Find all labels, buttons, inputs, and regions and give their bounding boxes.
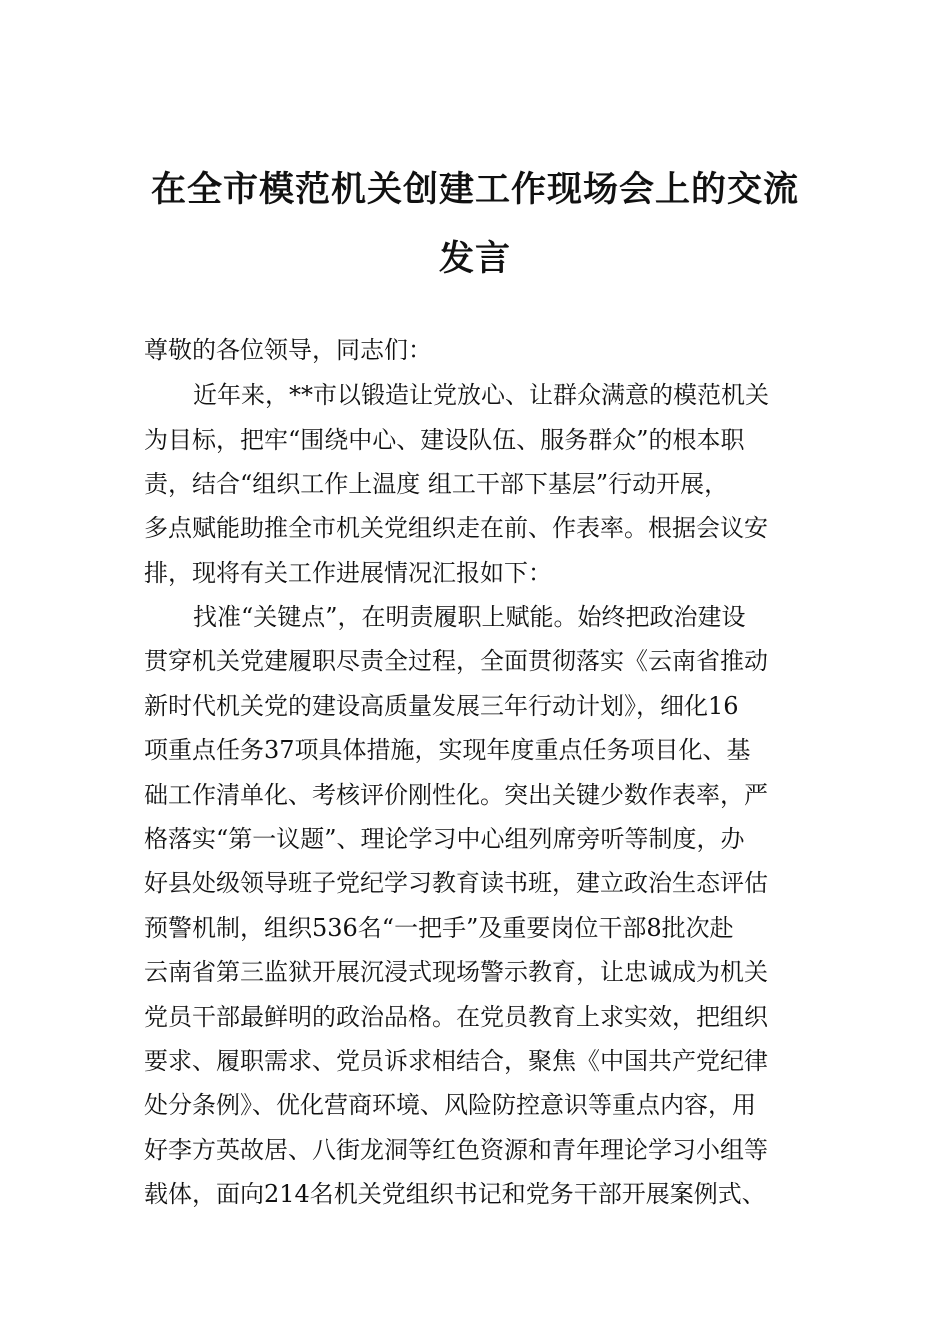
paragraph-2-line: 础工作清单化、考核评价刚性化。突出关键少数作表率，严	[144, 781, 768, 809]
paragraph-2-line: 找准“关键点”，在明责履职上赋能。始终把政治建设	[193, 603, 746, 631]
paragraph-2-line: 好县处级领导班子党纪学习教育读书班，建立政治生态评估	[144, 869, 768, 897]
paragraph-2-line: 党员干部最鲜明的政治品格。在党员教育上求实效，把组织	[144, 1003, 768, 1031]
paragraph-2-line: 新时代机关党的建设高质量发展三年行动计划》，细化16	[144, 692, 739, 720]
paragraph-2-line: 云南省第三监狱开展沉浸式现场警示教育，让忠诚成为机关	[144, 958, 768, 986]
document-title-line-1: 在全市模范机关创建工作现场会上的交流	[150, 169, 799, 210]
document-title-line-2: 发言	[438, 238, 511, 279]
paragraph-2-line: 预警机制，组织536名“一把手”及重要岗位干部8批次赴	[144, 914, 734, 942]
paragraph-2-line: 要求、履职需求、党员诉求相结合，聚焦《中国共产党纪律	[144, 1047, 768, 1075]
salutation: 尊敬的各位领导，同志们：	[144, 336, 432, 364]
paragraph-1-line: 多点赋能助推全市机关党组织走在前、作表率。根据会议安	[144, 514, 768, 542]
paragraph-1-line: 为目标，把牢“围绕中心、建设队伍、服务群众”的根本职	[144, 426, 745, 454]
paragraph-1-line: 责，结合“组织工作上温度 组工干部下基层”行动开展，	[144, 470, 729, 498]
paragraph-2-line: 好李方英故居、八街龙洞等红色资源和青年理论学习小组等	[144, 1136, 768, 1164]
paragraph-2-line: 格落实“第一议题”、理论学习中心组列席旁听等制度，办	[144, 825, 745, 853]
paragraph-1-line: 近年来，**市以锻造让党放心、让群众满意的模范机关	[193, 381, 769, 409]
paragraph-1-line: 排，现将有关工作进展情况汇报如下：	[144, 559, 552, 587]
paragraph-2-line: 贯穿机关党建履职尽责全过程，全面贯彻落实《云南省推动	[144, 647, 768, 675]
paragraph-2-line: 处分条例》、优化营商环境、风险防控意识等重点内容，用	[144, 1091, 756, 1119]
paragraph-2-line: 载体，面向214名机关党组织书记和党务干部开展案例式、	[144, 1180, 766, 1208]
paragraph-2-line: 项重点任务37项具体措施，实现年度重点任务项目化、基	[144, 736, 751, 764]
